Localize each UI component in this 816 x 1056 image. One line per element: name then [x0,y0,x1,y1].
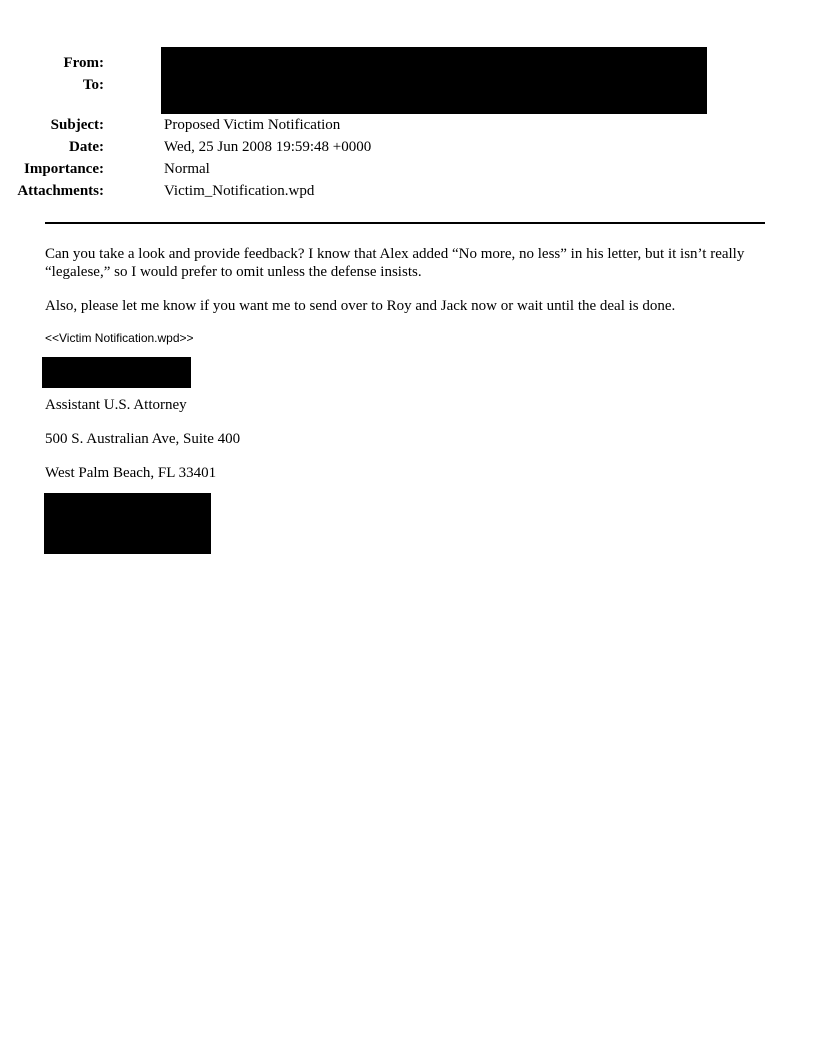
date-label: Date: [69,139,104,155]
attachment-reference: <<Victim Notification.wpd>> [45,331,194,345]
importance-row [0,159,760,179]
sender-name-redaction [42,357,191,388]
signature-address-line-2: West Palm Beach, FL 33401 [45,465,217,481]
body-paragraph-1: Can you take a look and provide feedback? I know that Alex added “No more, no less” in his letter, but it isn’t really “legalese,” so I would prefer to omit unless the defense insists. [45,246,745,280]
attachments-label: Attachments: [17,183,104,199]
subject-row [0,115,760,135]
attachments-value: Victim_Notification.wpd [164,183,315,199]
signature-address-line-1: 500 S. Australian Ave, Suite 400 [45,431,241,447]
subject-label: Subject: [50,117,104,133]
from-label: From: [63,55,104,71]
header-divider [45,222,765,224]
to-label: To: [82,77,104,93]
importance-value: Normal [164,161,210,177]
from-to-redaction [161,47,707,114]
importance-label: Importance: [24,161,104,177]
subject-value: Proposed Victim Notification [164,117,341,133]
attachments-row [0,181,760,201]
contact-info-redaction [44,493,211,554]
signature-title: Assistant U.S. Attorney [45,397,187,413]
body-paragraph-2: Also, please let me know if you want me to send over to Roy and Jack now or wait until the deal is done. [45,298,676,314]
date-row [0,137,760,157]
date-value: Wed, 25 Jun 2008 19:59:48 +0000 [164,139,372,155]
